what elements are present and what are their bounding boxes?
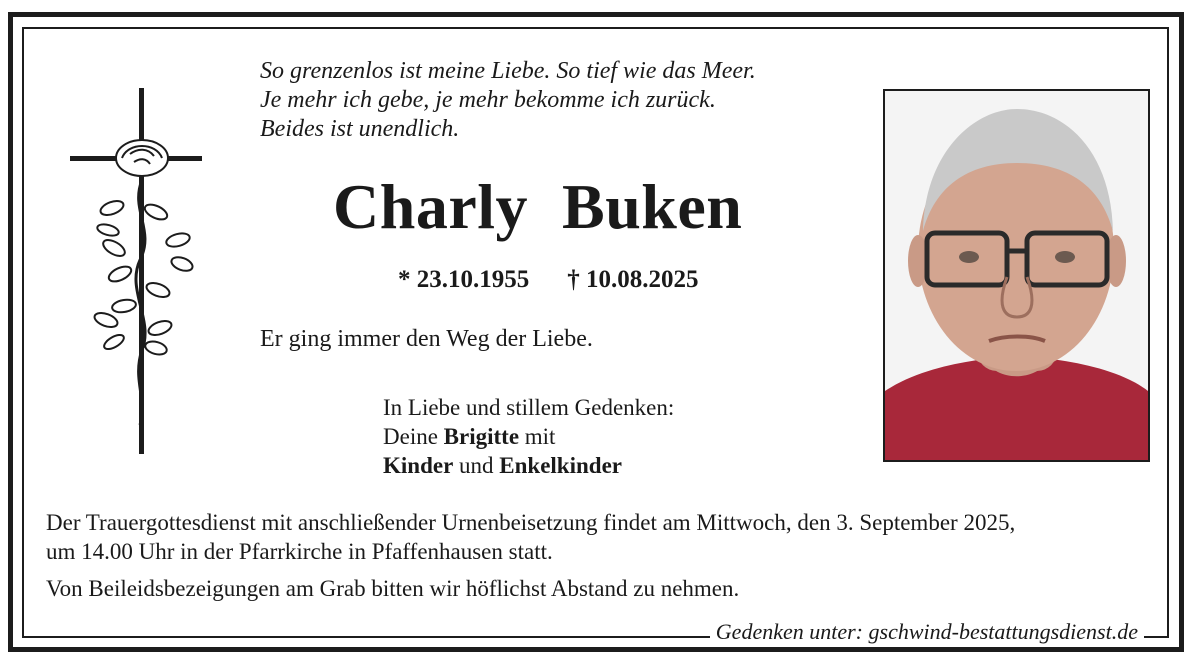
service-line: Von Beileidsbezeigungen am Grab bitten wir höflichst Abstand zu nehmen. bbox=[46, 576, 740, 601]
portrait-image bbox=[885, 91, 1148, 460]
portrait-photo bbox=[883, 89, 1150, 462]
mourners-text: und bbox=[453, 453, 500, 478]
birth-date: * 23.10.1955 bbox=[398, 266, 530, 293]
service-line: um 14.00 Uhr in der Pfarrkirche in Pfaffenhausen statt. bbox=[46, 539, 553, 564]
life-dates bbox=[398, 266, 699, 294]
mourner-group: Enkelkinder bbox=[499, 453, 622, 478]
mourners-text: Deine bbox=[383, 424, 444, 449]
service-notice bbox=[46, 508, 1015, 603]
mourner-name: Brigitte bbox=[443, 424, 520, 449]
mourners bbox=[383, 393, 674, 480]
poem-line: Je mehr ich gebe, je mehr bekomme ich zurück. bbox=[260, 87, 716, 113]
service-line: Der Trauergottesdienst mit anschließender Urnenbeisetzung findet am Mittwoch, den 3. September 2025, bbox=[46, 510, 1016, 535]
mourners-line bbox=[383, 451, 674, 480]
mourner-group: Kinder bbox=[383, 453, 454, 478]
last-name: Buken bbox=[562, 171, 743, 242]
death-date: † 10.08.2025 bbox=[567, 266, 699, 293]
mourners-text: mit bbox=[519, 424, 556, 449]
mourners-line bbox=[383, 422, 674, 451]
poem-line: So grenzenlos ist meine Liebe. So tief wie das Meer. bbox=[260, 58, 756, 84]
cross-with-rose-icon bbox=[60, 80, 220, 460]
poem bbox=[260, 57, 756, 144]
mourners-line: In Liebe und stillem Gedenken: bbox=[383, 395, 675, 420]
website-link[interactable]: Gedenken unter: gschwind-bestattungsdienst.de bbox=[710, 619, 1144, 645]
poem-line: Beides ist unendlich. bbox=[260, 116, 460, 142]
deceased-name bbox=[333, 170, 742, 244]
quote: Er ging immer den Weg der Liebe. bbox=[260, 326, 593, 352]
first-name: Charly bbox=[333, 171, 528, 242]
